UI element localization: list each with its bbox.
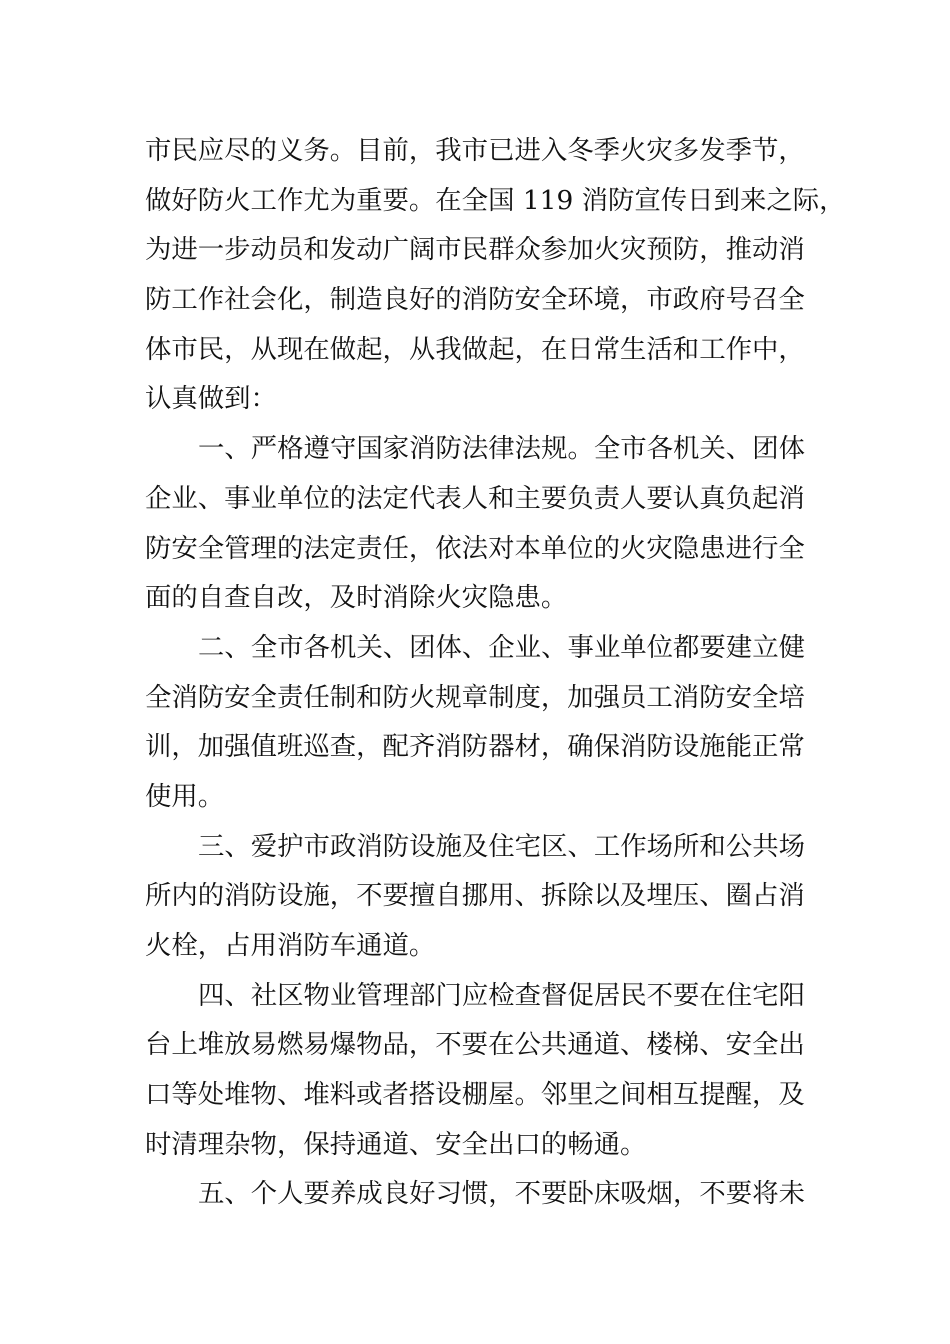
paragraph-4-first-line: 四、社区物业管理部门应检查督促居民不要在住宅阳 [198, 979, 805, 1011]
text-line: 训，加强值班巡查，配齐消防器材，确保消防设施能正常 [145, 731, 805, 763]
text-line: 体市民，从现在做起，从我做起，在日常生活和工作中， [145, 333, 805, 365]
text-line: 火栓，占用消防车通道。 [145, 930, 436, 961]
text-line: 使用。 [145, 780, 225, 812]
text-line: 全消防安全责任制和防火规章制度，加强员工消防安全培 [145, 681, 805, 713]
paragraph-3-first-line: 三、爱护市政消防设施及住宅区、工作场所和公共场 [198, 830, 805, 862]
text-line: 市民应尽的义务。目前，我市已进入冬季火灾多发季节， [145, 135, 805, 166]
text-line: 防安全管理的法定责任，依法对本单位的火灾隐患进行全 [145, 532, 805, 564]
text-line: 企业、事业单位的法定代表人和主要负责人要认真负起消 [145, 482, 805, 514]
paragraph-1-first-line: 一、严格遵守国家消防法律法规。全市各机关、团体 [198, 433, 805, 465]
paragraph-2-first-line: 二、全市各机关、团体、企业、事业单位都要建立健 [198, 631, 805, 663]
text-line: 面的自查自改，及时消除火灾隐患。 [145, 582, 568, 614]
text-line: 防工作社会化，制造良好的消防安全环境，市政府号召全 [145, 284, 805, 316]
paragraph-5-first-line: 五、个人要养成良好习惯，不要卧床吸烟，不要将未 [198, 1178, 805, 1210]
text-line: 为进一步动员和发动广阔市民群众参加火灾预防，推动消 [145, 234, 805, 266]
document-body [145, 126, 846, 1219]
text-line: 台上堆放易燃易爆物品，不要在公共通道、楼梯、安全出 [145, 1029, 805, 1061]
text-line: 认真做到： [145, 383, 277, 415]
text-line: 做好防火工作尤为重要。在全国 119 消防宣传日到来之际， [145, 184, 846, 216]
text-line: 所内的消防设施，不要擅自挪用、拆除以及埋压、圈占消 [145, 880, 805, 912]
text-line: 口等处堆物、堆料或者搭设棚屋。邻里之间相互提醒，及 [145, 1079, 805, 1111]
text-line: 时清理杂物，保持通道、安全出口的畅通。 [145, 1128, 647, 1160]
